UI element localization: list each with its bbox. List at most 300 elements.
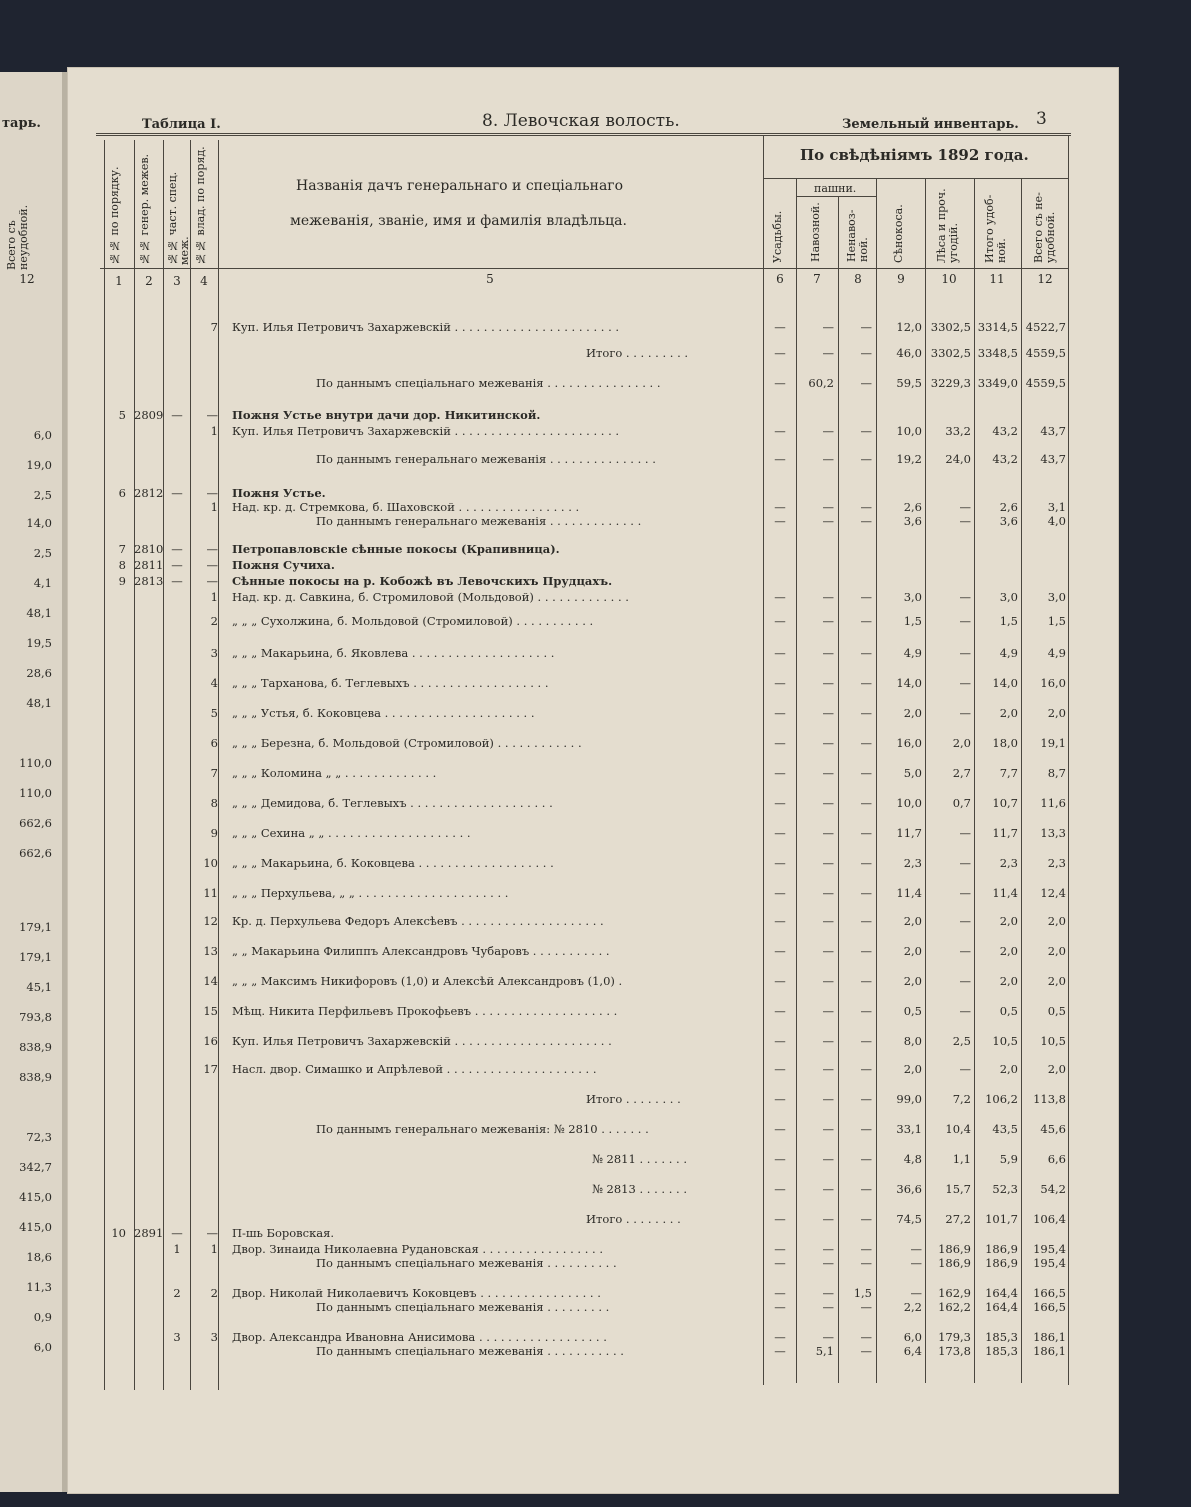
cell-c1: 10 xyxy=(111,1226,126,1240)
cell-c12: 6,6 xyxy=(1047,1152,1066,1166)
cell-c6: — xyxy=(774,614,786,628)
cell-c7: — xyxy=(822,1062,834,1076)
cell-c10: — xyxy=(959,974,971,988)
rule-subheader xyxy=(763,178,1068,179)
cell-c4: 15 xyxy=(203,1004,218,1018)
cell-c12: 2,0 xyxy=(1047,974,1066,988)
table-row xyxy=(0,886,1191,906)
cell-c6: — xyxy=(774,856,786,870)
cell-c10: 162,2 xyxy=(938,1300,971,1314)
prev-value: 45,1 xyxy=(26,980,52,994)
cell-name: По даннымъ спеціальнаго межеванія . . . . . . . . . . . xyxy=(316,1344,624,1358)
table-row xyxy=(0,766,1191,786)
prev-value: 179,1 xyxy=(19,920,52,934)
prev-value: 838,9 xyxy=(19,1040,52,1054)
cell-c9: 11,4 xyxy=(896,886,922,900)
cell-name: Итого . . . . . . . . . xyxy=(586,346,689,360)
cell-c6: — xyxy=(774,676,786,690)
cell-c6: — xyxy=(774,1062,786,1076)
cell-name: „ „ „ Березна, б. Мольдовой (Стромиловой) . . . . . . . . . . . . xyxy=(232,736,582,750)
cell-c12: 195,4 xyxy=(1033,1242,1066,1256)
cell-c10: 2,0 xyxy=(952,736,971,750)
cell-c11: 3348,5 xyxy=(977,346,1018,360)
cell-c7: — xyxy=(822,886,834,900)
cell-c4: — xyxy=(206,486,218,500)
cell-c7: — xyxy=(822,796,834,810)
cell-c8: — xyxy=(860,1300,872,1314)
cell-c11: 3,0 xyxy=(999,590,1018,604)
cell-c9: 2,0 xyxy=(903,706,922,720)
cell-c6: — xyxy=(774,796,786,810)
cell-c7: — xyxy=(822,736,834,750)
cell-c4: 11 xyxy=(203,886,218,900)
cell-name: Мѣщ. Никита Перфильевъ Прокофьевъ . . . . . . . . . . . . . . . . . . . . xyxy=(232,1004,618,1018)
cell-c4: 1 xyxy=(210,590,218,604)
table-row xyxy=(0,1062,1191,1082)
prev-value: 6,0 xyxy=(33,428,52,442)
cell-c9: — xyxy=(910,1242,922,1256)
cell-c8: — xyxy=(860,1182,872,1196)
cell-c4: 17 xyxy=(203,1062,218,1076)
cell-c7: — xyxy=(822,974,834,988)
col-header-3: №№ част. спец. меж. xyxy=(166,171,191,265)
cell-c1: 8 xyxy=(118,558,126,572)
prev-value: 72,3 xyxy=(26,1130,52,1144)
prev-value: 110,0 xyxy=(19,756,52,770)
cell-name: „ „ „ Тарханова, б. Теглевыхъ . . . . . . . . . . . . . . . . . . . xyxy=(232,676,549,690)
cell-c7: — xyxy=(822,500,834,514)
table-row xyxy=(0,1004,1191,1024)
cell-c1: 5 xyxy=(118,408,126,422)
cell-c12: 8,7 xyxy=(1047,766,1066,780)
cell-c2: 2811 xyxy=(134,558,164,572)
table-row xyxy=(0,614,1191,634)
cell-name: Пожня Устье внутри дачи дор. Никитинской. xyxy=(232,408,541,422)
cell-name: „ „ Макарьина Филиппъ Александровъ Чубаровъ . . . . . . . . . . . xyxy=(232,944,610,958)
cell-c6: — xyxy=(774,1004,786,1018)
table-row xyxy=(0,346,1191,366)
cell-c8: — xyxy=(860,736,872,750)
cell-c8: — xyxy=(860,1256,872,1270)
col-num-6: 6 xyxy=(776,272,784,286)
cell-c3: — xyxy=(171,574,183,588)
cell-c10: 2,7 xyxy=(952,766,971,780)
cell-c10: 179,3 xyxy=(938,1330,971,1344)
cell-c10: — xyxy=(959,914,971,928)
cell-c6: — xyxy=(774,1286,786,1300)
prev-value: 793,8 xyxy=(19,1010,52,1024)
prev-value: 2,5 xyxy=(33,488,52,502)
cell-c10: — xyxy=(959,944,971,958)
table-row xyxy=(0,706,1191,726)
cell-c9: 14,0 xyxy=(896,676,922,690)
cell-c11: 4,9 xyxy=(999,646,1018,660)
cell-c12: 4522,7 xyxy=(1025,320,1066,334)
cell-c8: — xyxy=(860,944,872,958)
rule-pashni xyxy=(796,196,876,197)
table-row xyxy=(0,736,1191,756)
cell-c6: — xyxy=(774,424,786,438)
cell-c4: — xyxy=(206,558,218,572)
cell-c6: — xyxy=(774,452,786,466)
cell-c12: 4,9 xyxy=(1047,646,1066,660)
cell-c12: 1,5 xyxy=(1047,614,1066,628)
col-header-10: Лѣса и проч. угодій. xyxy=(935,188,960,263)
cell-c1: 7 xyxy=(118,542,126,556)
cell-c12: 4,0 xyxy=(1047,514,1066,528)
cell-c12: 19,1 xyxy=(1040,736,1066,750)
cell-c8: — xyxy=(860,914,872,928)
cell-c10: 15,7 xyxy=(945,1182,971,1196)
cell-c9: 1,5 xyxy=(903,614,922,628)
cell-c12: 43,7 xyxy=(1040,452,1066,466)
cell-c2: 2810 xyxy=(134,542,164,556)
cell-c9: 2,0 xyxy=(903,974,922,988)
cell-c10: 162,9 xyxy=(938,1286,971,1300)
cell-c3: 2 xyxy=(173,1286,181,1300)
cell-c8: — xyxy=(860,452,872,466)
table-row xyxy=(0,1122,1191,1142)
cell-c9: 19,2 xyxy=(896,452,922,466)
cell-c4: 7 xyxy=(210,766,218,780)
prev-value: 48,1 xyxy=(26,696,52,710)
cell-c11: 164,4 xyxy=(985,1300,1018,1314)
col-header-1: №№ по порядку. xyxy=(108,166,121,265)
cell-c8: — xyxy=(860,886,872,900)
cell-c12: 113,8 xyxy=(1033,1092,1066,1106)
cell-c10: 173,8 xyxy=(938,1344,971,1358)
cell-c7: — xyxy=(822,614,834,628)
cell-c7: — xyxy=(822,1004,834,1018)
cell-c7: — xyxy=(822,944,834,958)
table-row xyxy=(0,796,1191,816)
cell-c3: 1 xyxy=(173,1242,181,1256)
cell-c12: 2,0 xyxy=(1047,706,1066,720)
cell-c10: 7,2 xyxy=(952,1092,971,1106)
cell-c6: — xyxy=(774,766,786,780)
cell-c1: 6 xyxy=(118,486,126,500)
cell-c7: — xyxy=(822,590,834,604)
cell-c9: 12,0 xyxy=(896,320,922,334)
cell-c10: 10,4 xyxy=(945,1122,971,1136)
table-row xyxy=(0,1256,1191,1276)
cell-c9: 0,5 xyxy=(903,1004,922,1018)
cell-c4: 1 xyxy=(210,424,218,438)
cell-c7: — xyxy=(822,424,834,438)
cell-c12: 2,0 xyxy=(1047,944,1066,958)
rule-top xyxy=(96,133,1071,134)
cell-c11: 3,6 xyxy=(999,514,1018,528)
table-row xyxy=(0,424,1191,444)
cell-c4: 12 xyxy=(203,914,218,928)
table-row xyxy=(0,826,1191,846)
cell-c10: — xyxy=(959,886,971,900)
cell-name: Двор. Александра Ивановна Анисимова . . . . . . . . . . . . . . . . . . xyxy=(232,1330,607,1344)
col-header-2: №№ генер. межев. xyxy=(138,153,151,265)
cell-c10: — xyxy=(959,1062,971,1076)
cell-name: По даннымъ спеціальнаго межеванія . . . . . . . . . . . . . . . . xyxy=(316,376,661,390)
cell-c4: 5 xyxy=(210,706,218,720)
col-num-2: 2 xyxy=(145,274,153,288)
cell-c8: — xyxy=(860,1242,872,1256)
table-row xyxy=(0,452,1191,472)
cell-c11: 0,5 xyxy=(999,1004,1018,1018)
cell-c9: 2,6 xyxy=(903,500,922,514)
col-num-12: 12 xyxy=(1037,272,1053,286)
prev-value: 14,0 xyxy=(26,516,52,530)
cell-c10: 186,9 xyxy=(938,1242,971,1256)
col-header-4: №№ влад. по поряд. xyxy=(194,146,207,265)
cell-c6: — xyxy=(774,944,786,958)
col-num-8: 8 xyxy=(854,272,862,286)
cell-name: Итого . . . . . . . . xyxy=(586,1092,681,1106)
cell-name: „ „ „ Макарьина, б. Яковлева . . . . . . . . . . . . . . . . . . . . xyxy=(232,646,555,660)
cell-c11: 43,2 xyxy=(992,452,1018,466)
cell-c4: 14 xyxy=(203,974,218,988)
cell-c6: — xyxy=(774,346,786,360)
cell-c6: — xyxy=(774,1344,786,1358)
cell-c10: — xyxy=(959,676,971,690)
prev-value: 6,0 xyxy=(33,1340,52,1354)
col-header-6: Усадьбы. xyxy=(771,210,784,263)
section-label: Земельный инвентарь. xyxy=(842,117,1019,132)
cell-c2: 2809 xyxy=(134,408,164,422)
cell-c12: 0,5 xyxy=(1047,1004,1066,1018)
cell-c12: 13,3 xyxy=(1040,826,1066,840)
cell-c8: — xyxy=(860,346,872,360)
cell-c11: 7,7 xyxy=(999,766,1018,780)
table-row xyxy=(0,944,1191,964)
cell-c11: 43,2 xyxy=(992,424,1018,438)
col-num-5: 5 xyxy=(486,272,494,286)
cell-c10: 2,5 xyxy=(952,1034,971,1048)
cell-c12: 4559,5 xyxy=(1025,346,1066,360)
cell-c11: 2,0 xyxy=(999,706,1018,720)
cell-c11: 52,3 xyxy=(992,1182,1018,1196)
cell-name: По даннымъ генеральнаго межеванія . . . . . . . . . . . . . . . xyxy=(316,452,656,466)
cell-c12: 16,0 xyxy=(1040,676,1066,690)
table-row xyxy=(0,914,1191,934)
prev-value: 4,1 xyxy=(33,576,52,590)
cell-c6: — xyxy=(774,914,786,928)
cell-c11: 14,0 xyxy=(992,676,1018,690)
cell-c4: 9 xyxy=(210,826,218,840)
col-header-8: Ненавоз-ной. xyxy=(845,209,870,262)
cell-c6: — xyxy=(774,1330,786,1344)
table-row xyxy=(0,1300,1191,1320)
cell-c7: — xyxy=(822,856,834,870)
cell-c8: — xyxy=(860,590,872,604)
cell-c9: 2,0 xyxy=(903,944,922,958)
cell-name: № 2813 . . . . . . . xyxy=(592,1182,687,1196)
cell-c10: — xyxy=(959,706,971,720)
cell-c9: 10,0 xyxy=(896,796,922,810)
cell-c10: — xyxy=(959,1004,971,1018)
cell-c4: 2 xyxy=(210,1286,218,1300)
cell-c7: — xyxy=(822,1286,834,1300)
col-header-12: Всего съ не-удобной. xyxy=(1032,192,1057,263)
prev-page-label: тарь. xyxy=(2,116,41,131)
cell-c11: 185,3 xyxy=(985,1344,1018,1358)
cell-c3: — xyxy=(171,542,183,556)
cell-c4: 3 xyxy=(210,1330,218,1344)
table-label: Таблица I. xyxy=(142,117,221,132)
cell-c6: — xyxy=(774,826,786,840)
cell-c7: — xyxy=(822,826,834,840)
cell-c9: 6,0 xyxy=(903,1330,922,1344)
vline-8 xyxy=(838,196,839,1383)
prev-value: 18,6 xyxy=(26,1250,52,1264)
prev-value: 342,7 xyxy=(19,1160,52,1174)
cell-c8: — xyxy=(860,796,872,810)
cell-c12: 166,5 xyxy=(1033,1300,1066,1314)
cell-c11: 10,5 xyxy=(992,1034,1018,1048)
cell-c9: 4,9 xyxy=(903,646,922,660)
cell-c9: — xyxy=(910,1256,922,1270)
cell-c7: — xyxy=(822,452,834,466)
cell-c12: 43,7 xyxy=(1040,424,1066,438)
cell-name: „ „ „ Перхульева, „ „ . . . . . . . . . . . . . . . . . . . . . xyxy=(232,886,509,900)
cell-c3: — xyxy=(171,486,183,500)
prev-value: 838,9 xyxy=(19,1070,52,1084)
prev-value: 19,0 xyxy=(26,458,52,472)
cell-c7: — xyxy=(822,1034,834,1048)
cell-c10: 1,1 xyxy=(952,1152,971,1166)
cell-c7: — xyxy=(822,1242,834,1256)
cell-c6: — xyxy=(774,1034,786,1048)
cell-c4: 4 xyxy=(210,676,218,690)
cell-c4: 13 xyxy=(203,944,218,958)
prev-value: 415,0 xyxy=(19,1220,52,1234)
cell-name: Двор. Николай Николаевичъ Коковцевъ . . . . . . . . . . . . . . . . . xyxy=(232,1286,601,1300)
cell-name: По даннымъ генеральнаго межеванія . . . . . . . . . . . . . xyxy=(316,514,642,528)
cell-c2: 2891 xyxy=(134,1226,164,1240)
cell-name: „ „ „ Сухолжина, б. Мольдовой (Стромиловой) . . . . . . . . . . . xyxy=(232,614,594,628)
rule-header-bottom xyxy=(100,268,1068,269)
cell-c7: — xyxy=(822,1300,834,1314)
cell-c11: 2,0 xyxy=(999,914,1018,928)
cell-c6: — xyxy=(774,706,786,720)
cell-name: „ „ „ Сехина „ „ . . . . . . . . . . . . . . . . . . . . xyxy=(232,826,471,840)
cell-c4: 16 xyxy=(203,1034,218,1048)
cell-name: По даннымъ генеральнаго межеванія: № 2810 . . . . . . . xyxy=(316,1122,649,1136)
cell-name: „ „ „ Коломина „ „ . . . . . . . . . . . . . xyxy=(232,766,437,780)
cell-c9: 33,1 xyxy=(896,1122,922,1136)
cell-c7: — xyxy=(822,1330,834,1344)
cell-name: Пожня Устье. xyxy=(232,486,326,500)
cell-c11: 186,9 xyxy=(985,1256,1018,1270)
cell-c9: 8,0 xyxy=(903,1034,922,1048)
cell-c10: 0,7 xyxy=(952,796,971,810)
cell-c9: 10,0 xyxy=(896,424,922,438)
cell-c4: 10 xyxy=(203,856,218,870)
cell-c11: 2,3 xyxy=(999,856,1018,870)
cell-c11: 5,9 xyxy=(999,1152,1018,1166)
cell-c11: 185,3 xyxy=(985,1330,1018,1344)
cell-c8: — xyxy=(860,1330,872,1344)
cell-c8: — xyxy=(860,826,872,840)
cell-c7: 5,1 xyxy=(815,1344,834,1358)
cell-name: Кр. д. Перхульева Федоръ Алексѣевъ . . . . . . . . . . . . . . . . . . . . xyxy=(232,914,604,928)
cell-c9: 2,3 xyxy=(903,856,922,870)
cell-c4: 2 xyxy=(210,614,218,628)
cell-c1: 9 xyxy=(118,574,126,588)
cell-c12: 4559,5 xyxy=(1025,376,1066,390)
table-row xyxy=(0,376,1191,396)
cell-c10: 3302,5 xyxy=(930,346,971,360)
cell-c8: — xyxy=(860,676,872,690)
cell-c6: — xyxy=(774,1182,786,1196)
table-row xyxy=(0,974,1191,994)
prev-value: 415,0 xyxy=(19,1190,52,1204)
cell-c7: 60,2 xyxy=(808,376,834,390)
cell-c7: — xyxy=(822,1122,834,1136)
cell-c11: 186,9 xyxy=(985,1242,1018,1256)
cell-c6: — xyxy=(774,974,786,988)
cell-c4: 6 xyxy=(210,736,218,750)
cell-c6: — xyxy=(774,1300,786,1314)
cell-c4: — xyxy=(206,542,218,556)
cell-c10: — xyxy=(959,826,971,840)
cell-c8: — xyxy=(860,1152,872,1166)
table-row xyxy=(0,1344,1191,1364)
cell-c4: 8 xyxy=(210,796,218,810)
col-group-pashni: пашни. xyxy=(814,182,857,195)
cell-c8: — xyxy=(860,514,872,528)
cell-c4: 1 xyxy=(210,500,218,514)
cell-c6: — xyxy=(774,886,786,900)
cell-c8: — xyxy=(860,424,872,438)
cell-c11: 2,0 xyxy=(999,944,1018,958)
cell-c11: 10,7 xyxy=(992,796,1018,810)
col-num-10: 10 xyxy=(941,272,957,286)
col-group-header: По свѣдѣніямъ 1892 года. xyxy=(800,146,1029,164)
cell-c4: 3 xyxy=(210,646,218,660)
cell-c12: 12,4 xyxy=(1040,886,1066,900)
cell-c3: — xyxy=(171,558,183,572)
cell-c6: — xyxy=(774,500,786,514)
cell-c9: 3,6 xyxy=(903,514,922,528)
cell-c11: 101,7 xyxy=(985,1212,1018,1226)
cell-c12: 11,6 xyxy=(1040,796,1066,810)
cell-c12: 2,0 xyxy=(1047,914,1066,928)
cell-c8: 1,5 xyxy=(853,1286,872,1300)
cell-c6: — xyxy=(774,590,786,604)
table-row xyxy=(0,856,1191,876)
prev-value: 19,5 xyxy=(26,636,52,650)
table-row xyxy=(0,676,1191,696)
cell-c11: 164,4 xyxy=(985,1286,1018,1300)
cell-c9: 4,8 xyxy=(903,1152,922,1166)
cell-c7: — xyxy=(822,766,834,780)
cell-name: По даннымъ спеціальнаго межеванія . . . . . . . . . . xyxy=(316,1256,617,1270)
cell-c4: — xyxy=(206,574,218,588)
col-num-4: 4 xyxy=(200,274,208,288)
cell-c8: — xyxy=(860,500,872,514)
prev-value: 179,1 xyxy=(19,950,52,964)
cell-c10: 33,2 xyxy=(945,424,971,438)
cell-c10: 27,2 xyxy=(945,1212,971,1226)
cell-c11: 43,5 xyxy=(992,1122,1018,1136)
cell-c8: — xyxy=(860,1344,872,1358)
cell-c11: 1,5 xyxy=(999,614,1018,628)
col-num-1: 1 xyxy=(115,274,123,288)
cell-c12: 2,0 xyxy=(1047,1062,1066,1076)
cell-c6: — xyxy=(774,736,786,750)
cell-c7: — xyxy=(822,1182,834,1196)
cell-c7: — xyxy=(822,514,834,528)
cell-c10: — xyxy=(959,500,971,514)
